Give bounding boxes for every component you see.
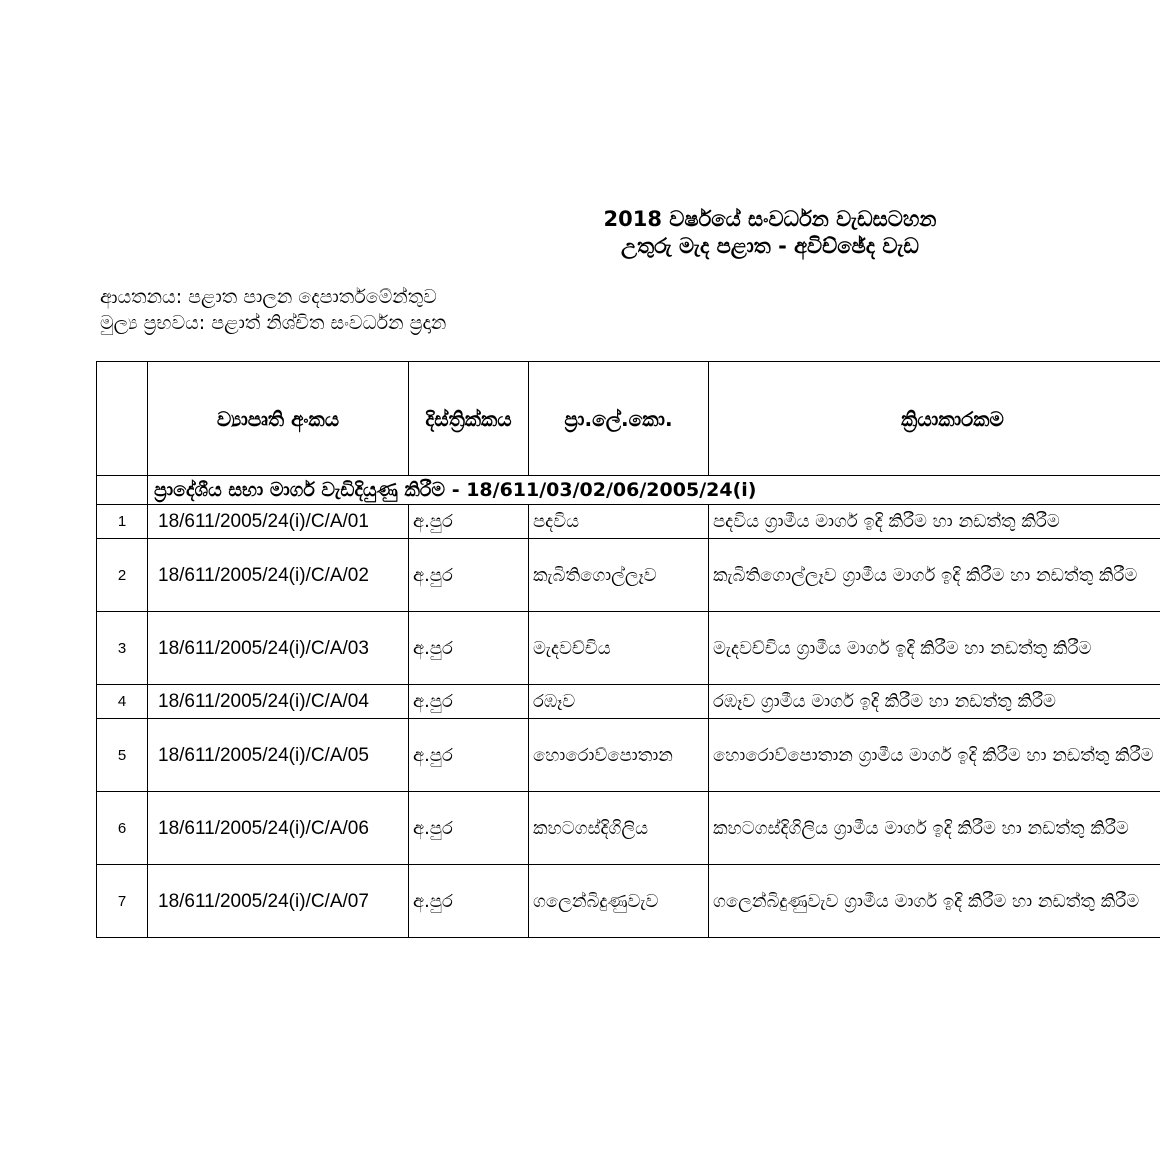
row-no: 7 (97, 865, 148, 938)
row-project-id: 18/611/2005/24(i)/C/A/01 (148, 505, 409, 539)
row-no: 5 (97, 719, 148, 792)
row-ds-division: කහටගස්දිගිලිය (529, 792, 709, 865)
table-row (97, 539, 1160, 612)
row-district: අ.පුර (409, 612, 529, 685)
row-activity: රඹෑව ග්‍රාමීය මාර්ග ඉදි කිරීම හා නඩත්තු කිරීම (709, 685, 1160, 719)
row-ds-division: පදවිය (529, 505, 709, 539)
table-row (97, 685, 1160, 719)
row-project-id: 18/611/2005/24(i)/C/A/05 (148, 719, 409, 792)
document-subtitle: උතුරු මැද පළාත - අවිච්ඡේද වැඩ (621, 234, 919, 258)
header-district: දිස්ත්‍රික්කය (409, 362, 529, 476)
row-project-id: 18/611/2005/24(i)/C/A/04 (148, 685, 409, 719)
row-project-id: 18/611/2005/24(i)/C/A/02 (148, 539, 409, 612)
header-activity: ක්‍රියාකාරකම (709, 362, 1160, 476)
table-row (97, 792, 1160, 865)
row-ds-division: මැදවච්චිය (529, 612, 709, 685)
header-project-id: ව්‍යාපෘති අංකය (148, 362, 409, 476)
document-title: 2018 වර්ෂයේ සංවර්ධන වැඩසටහන (603, 207, 937, 231)
row-activity: කහටගස්දිගිලිය ග්‍රාමීය මාර්ග ඉදි කිරීම හා නඩත්තු කිරීම (709, 792, 1160, 865)
header-no (97, 362, 148, 476)
table-row (97, 612, 1160, 685)
row-project-id: 18/611/2005/24(i)/C/A/06 (148, 792, 409, 865)
row-ds-division: හොරොව්පොතාන (529, 719, 709, 792)
row-district: අ.පුර (409, 719, 529, 792)
section-title: ප්‍රාදේශීය සභා මාර්ග වැඩිදියුණු කිරීම - 18/611/03/02/06/2005/24(i) (148, 476, 1160, 505)
row-district: අ.පුර (409, 792, 529, 865)
row-project-id: 18/611/2005/24(i)/C/A/07 (148, 865, 409, 938)
row-activity: මැදවච්චිය ග්‍රාමීය මාර්ග ඉදි කිරීම හා නඩත්තු කිරීම (709, 612, 1160, 685)
row-district: අ.පුර (409, 539, 529, 612)
row-ds-division: කැබිතිගොල්ලෑව (529, 539, 709, 612)
section-row (97, 476, 1160, 505)
row-district: අ.පුර (409, 865, 529, 938)
row-activity: පදවිය ග්‍රාමීය මාර්ග ඉදි කිරීම හා නඩත්තු කිරීම (709, 505, 1160, 539)
row-activity: ගලෙන්බිදුණුවැව ග්‍රාමීය මාර්ග ඉදි කිරීම හා නඩත්තු කිරීම (709, 865, 1160, 938)
row-no: 6 (97, 792, 148, 865)
row-district: අ.පුර (409, 505, 529, 539)
row-ds-division: ගලෙන්බිදුණුවැව (529, 865, 709, 938)
row-activity: කැබිතිගොල්ලෑව ග්‍රාමීය මාර්ග ඉදි කිරීම හා නඩත්තු කිරීම (709, 539, 1160, 612)
row-ds-division: රඹෑව (529, 685, 709, 719)
funding-source-label: මුල්‍ය ප්‍රභවය: පළාත් නිශ්චිත සංවර්ධන ප්‍රදාන (100, 312, 447, 334)
section-blank-cell (97, 476, 148, 505)
row-activity: හොරොව්පොතාන ග්‍රාමීය මාර්ග ඉදි කිරීම හා නඩත්තු කිරීම (709, 719, 1160, 792)
row-no: 2 (97, 539, 148, 612)
row-project-id: 18/611/2005/24(i)/C/A/03 (148, 612, 409, 685)
table-row (97, 865, 1160, 938)
row-no: 1 (97, 505, 148, 539)
header-ds-division: ප්‍රා.ලේ.කො. (529, 362, 709, 476)
projects-table (96, 361, 1160, 938)
row-no: 3 (97, 612, 148, 685)
table-row (97, 505, 1160, 539)
institution-label: ආයතනය: පළාත පාලන දෙපාර්තමේන්තුව (100, 286, 437, 308)
table-header-row (97, 362, 1160, 476)
row-district: අ.පුර (409, 685, 529, 719)
row-no: 4 (97, 685, 148, 719)
table-row (97, 719, 1160, 792)
